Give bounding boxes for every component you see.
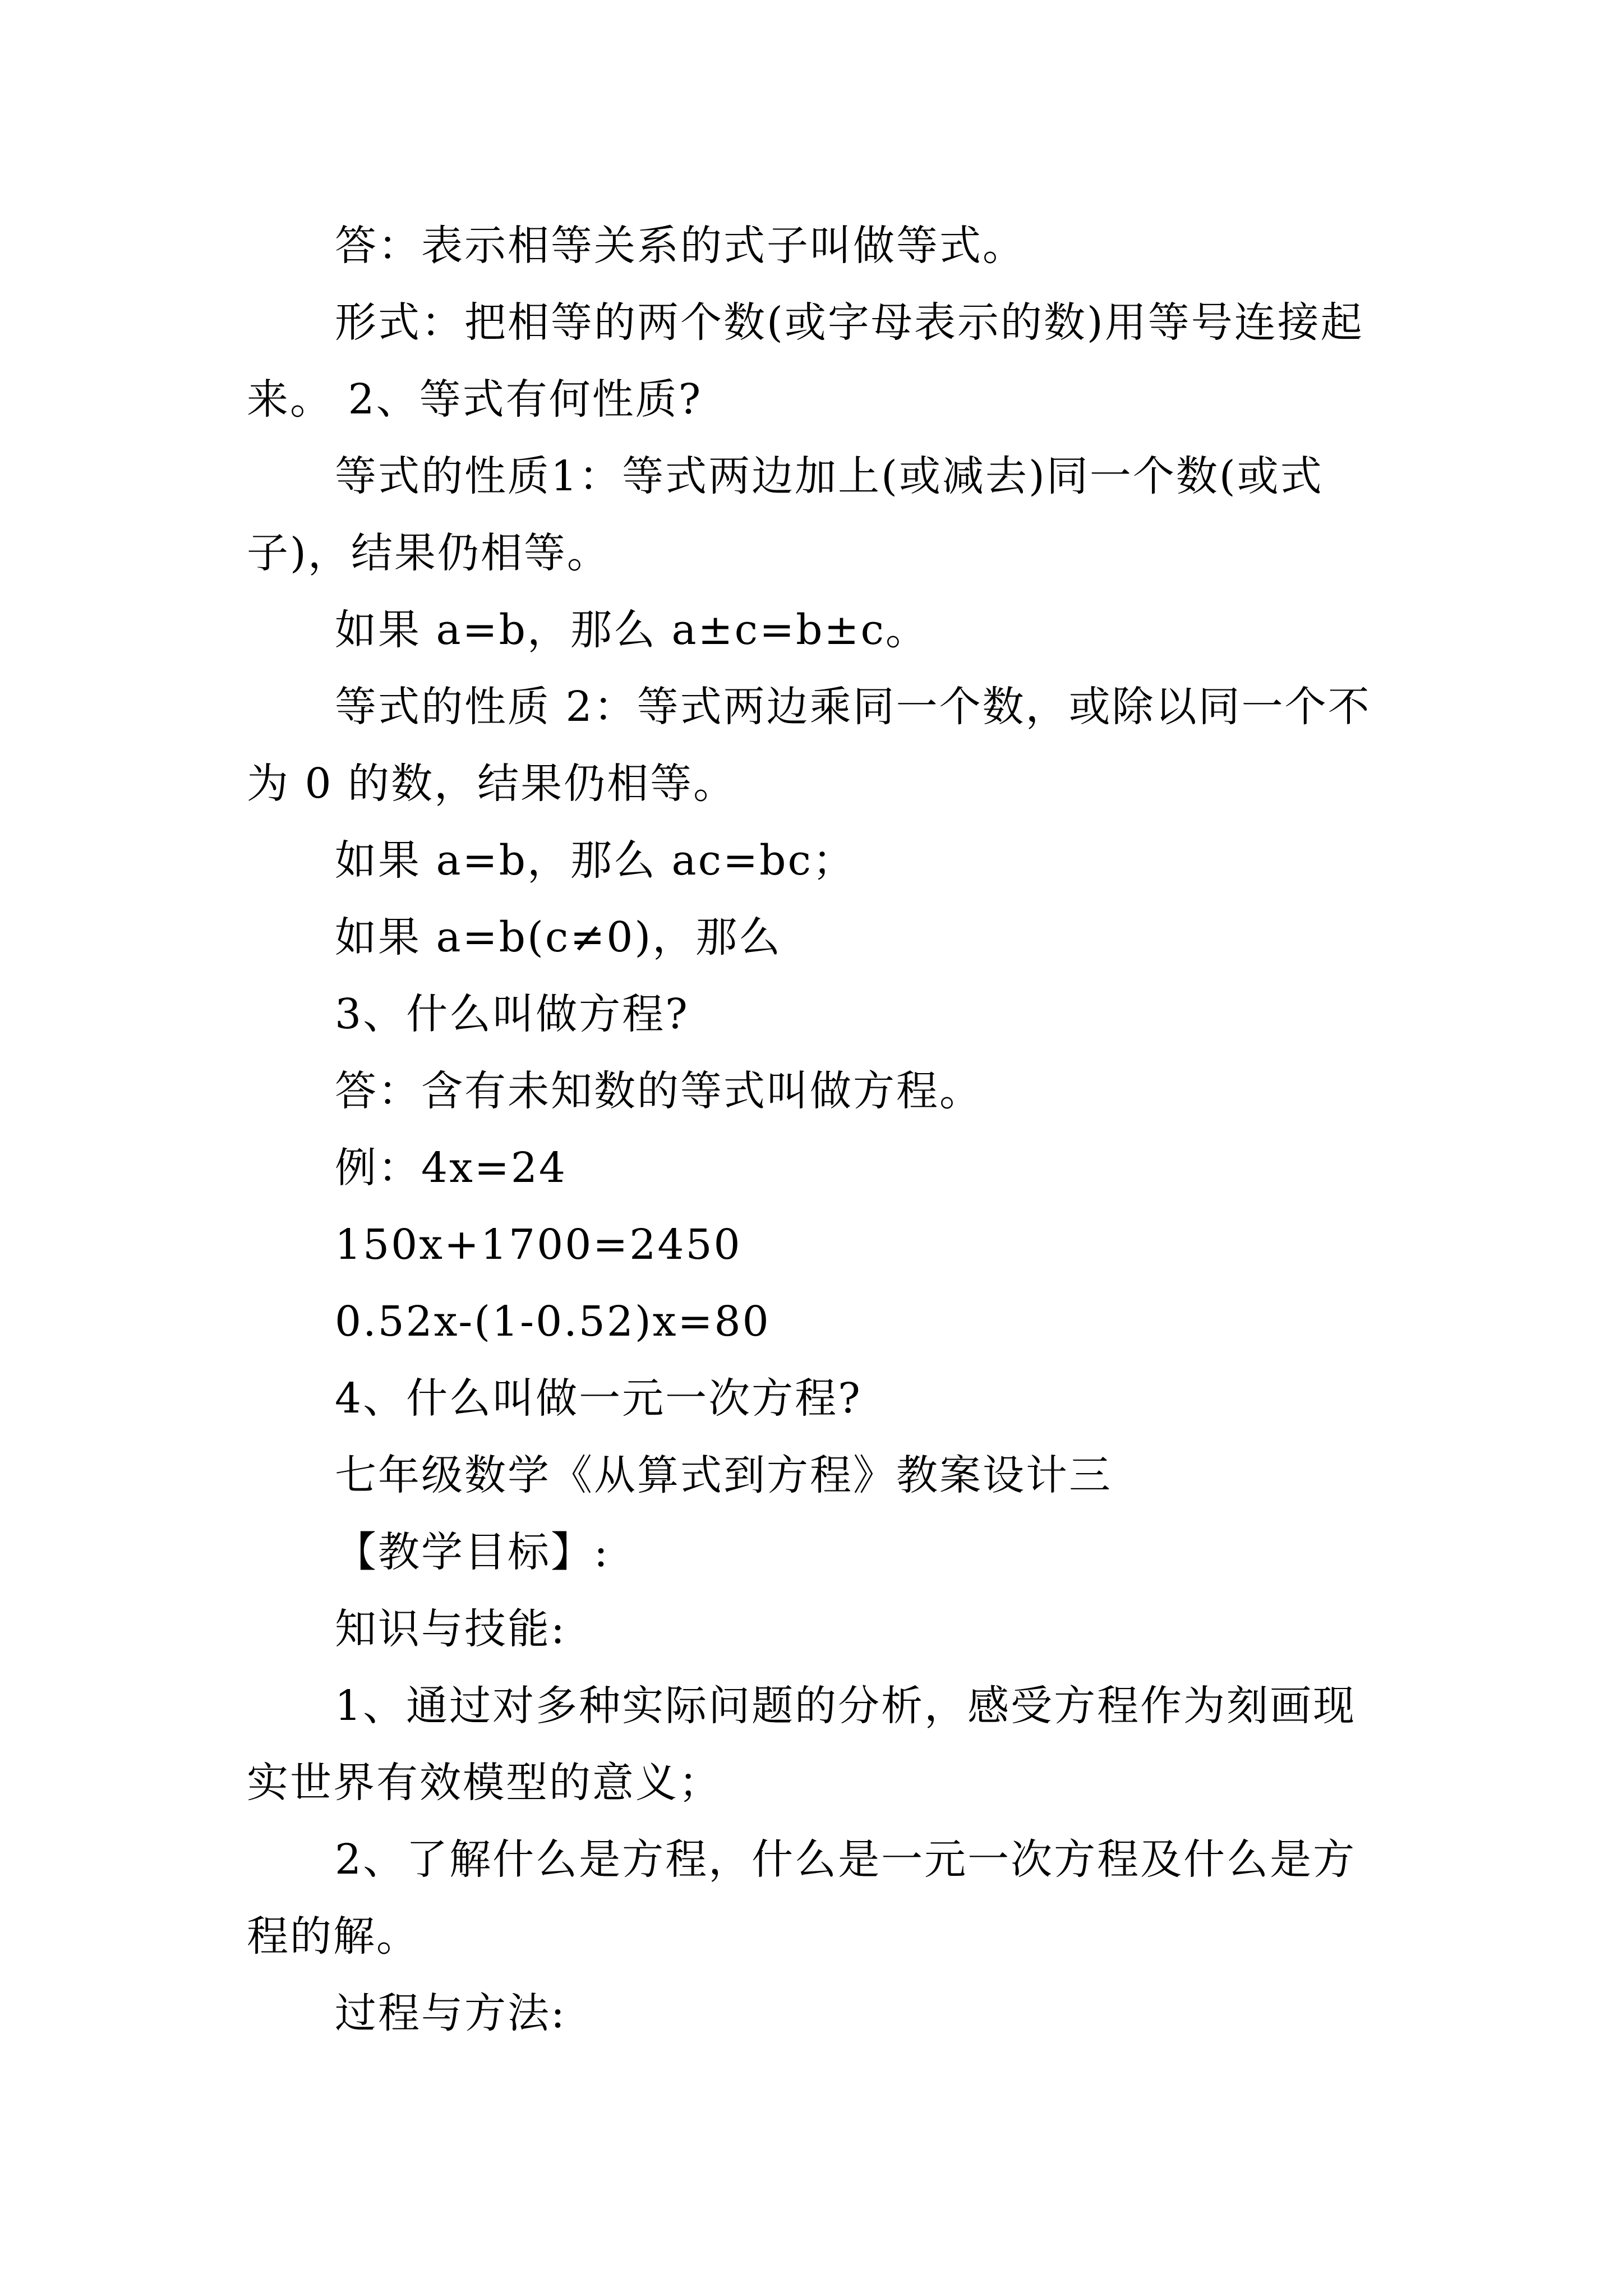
- paragraph-example-2: 150x+1700=2450: [335, 1221, 742, 1269]
- paragraph-lesson-title: 七年级数学《从算式到方程》教案设计三: [335, 1451, 1112, 1499]
- paragraph-goal-1: 1、通过对多种实际问题的分析，感受方程作为刻画现实世界有效模型的意义；: [247, 1682, 1357, 1807]
- paragraph-equality-form: 形式：把相等的两个数(或字母表示的数)用等号连接起来。 2、等式有何性质?: [247, 298, 1364, 424]
- paragraph-answer-equation-definition: 答：含有未知数的等式叫做方程。: [335, 1067, 983, 1115]
- document-body: [247, 208, 1396, 2052]
- paragraph-property-1-formula: 如果 a=b，那么 a±c=b±c。: [335, 606, 929, 654]
- paragraph-question-3: 3、什么叫做方程?: [335, 990, 689, 1038]
- paragraph-goal-2: 2、了解什么是方程，什么是一元一次方程及什么是方程的解。: [247, 1835, 1357, 1961]
- paragraph-example-3: 0.52x-(1-0.52)x=80: [335, 1297, 771, 1346]
- paragraph-teaching-goals-heading: 【教学目标】:: [335, 1528, 610, 1576]
- paragraph-property-2-formula-b: 如果 a=b(c≠0)，那么: [335, 913, 782, 961]
- paragraph-equality-property-2: 等式的性质 2：等式两边乘同一个数，或除以同一个不为 0 的数，结果仍相等。: [247, 683, 1371, 808]
- paragraph-question-4: 4、什么叫做一元一次方程?: [335, 1374, 862, 1423]
- paragraph-knowledge-skills-heading: 知识与技能:: [335, 1605, 566, 1653]
- paragraph-answer-equality-definition: 答：表示相等关系的式子叫做等式。: [335, 222, 1026, 270]
- paragraph-example-1: 例：4x=24: [335, 1144, 567, 1192]
- paragraph-equality-property-1: 等式的性质1：等式两边加上(或减去)同一个数(或式子)，结果仍相等。: [247, 452, 1324, 577]
- paragraph-property-2-formula-a: 如果 a=b，那么 ac=bc；: [335, 836, 856, 885]
- paragraph-process-methods-heading: 过程与方法:: [335, 1989, 566, 2037]
